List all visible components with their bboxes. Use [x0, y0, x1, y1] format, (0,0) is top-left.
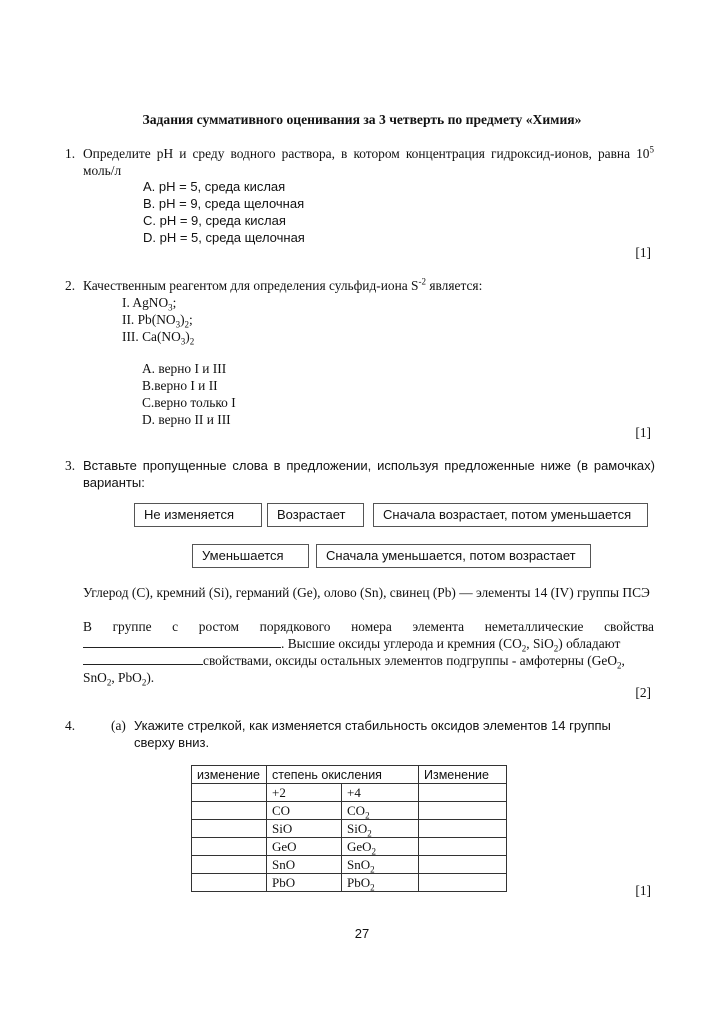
table-header-change-right: Изменение: [419, 766, 507, 784]
question-4-number: 4.: [65, 718, 76, 733]
arrow-cell-left[interactable]: [192, 820, 267, 838]
word-box-increase-then-decrease: Сначала возрастает, потом уменьшается: [373, 503, 648, 527]
oxide-high: GeO$_2$: [342, 838, 419, 856]
table-row: [192, 820, 507, 838]
word-box-decrease-then-increase: Сначала уменьшается, потом возрастает: [316, 544, 591, 568]
arrow-cell-right[interactable]: [419, 784, 507, 802]
question-3-number: 3.: [65, 458, 76, 473]
sulfide-charge: -2: [418, 276, 427, 287]
word-box-decreases: Уменьшается: [192, 544, 309, 568]
question-2-text: Качественным реагентом для определения сульфид-иона $S^{-2}$ является:: [83, 276, 483, 293]
oxide-low: PbO: [267, 874, 342, 892]
reagent-1: I. AgNO$_3$;: [122, 295, 177, 313]
oxide-low: SnO: [267, 856, 342, 874]
question-1-text: [83, 145, 654, 179]
question-2-option-d: D. верно II и III: [142, 412, 231, 427]
page-title: Задания суммативного оценивания за 3 четверть по предмету «Химия»: [142, 112, 582, 127]
arrow-cell-right[interactable]: [419, 874, 507, 892]
arrow-cell-left[interactable]: [192, 874, 267, 892]
question-1-option-a: A. pH = 5, среда кислая: [143, 179, 286, 194]
arrow-cell-right[interactable]: [419, 820, 507, 838]
word-box-unchanged: Не изменяется: [134, 503, 262, 527]
oxide-low: CO: [267, 802, 342, 820]
oxidation-state-high: +4: [342, 784, 419, 802]
reagent-2: II. $Pb(NO_3)_2$;: [122, 312, 193, 330]
question-2-option-c: C.верно только I: [142, 395, 236, 410]
question-1-option-b: B. pH = 9, среда щелочная: [143, 196, 305, 211]
question-3-mark: [2]: [635, 685, 651, 700]
question-3-text: Вставьте пропущенные слова в предложении, используя предложенные ниже (в рамочках) варианты:: [83, 458, 655, 490]
question-2-option-b: B.верно I и II: [142, 378, 218, 393]
question-2-mark: [1]: [635, 425, 651, 440]
question-1-option-c: C. pH = 9, среда кислая: [143, 213, 286, 228]
question-3-sentence-4: свойствами, оксиды остальных элементов подгруппы - амфотерны (GeO$_2$,: [83, 652, 654, 669]
question-1-mark: [1]: [635, 245, 651, 260]
table-row: [192, 838, 507, 856]
oxidation-state-low: +2: [267, 784, 342, 802]
oxide-table: [191, 765, 507, 892]
question-1-concentration: $10^5$ моль/л: [83, 144, 654, 178]
word-box-increases: Возрастает: [267, 503, 364, 527]
arrow-cell-left[interactable]: [192, 802, 267, 820]
page-number: 27: [354, 926, 370, 941]
question-3-sentence-3: . Высшие оксиды углерода и кремния ($CO_2$, SiO$_2$) обладают: [83, 635, 654, 652]
oxide-low: GeO: [267, 838, 342, 856]
question-1-prompt: Определите pH и среду водного раствора, в котором концентрация гидроксид-ионов, равна: [83, 146, 631, 161]
question-3-sentence-2: В группе с ростом порядкового номера элемента неметаллические свойства: [83, 619, 654, 634]
question-4-text: Укажите стрелкой, как изменяется стабильность оксидов элементов 14 группы сверху вниз.: [134, 718, 611, 750]
question-1-number: 1.: [65, 146, 76, 161]
arrow-cell-right[interactable]: [419, 856, 507, 874]
arrow-cell-left[interactable]: [192, 838, 267, 856]
oxide-high: $CO_2$: [342, 802, 419, 820]
question-3-sentence-1: Углерод (C), кремний (Si), германий (Ge), олово (Sn), свинец (Pb) — элементы 14 (IV) группы ПСЭ: [83, 585, 650, 600]
arrow-cell-left[interactable]: [192, 856, 267, 874]
question-2-number: 2.: [65, 278, 76, 293]
answer-blank-1[interactable]: [83, 635, 281, 648]
table-header-row: [192, 766, 507, 784]
arrow-cell-right[interactable]: [419, 802, 507, 820]
table-row: [192, 784, 507, 802]
table-header-change-left: изменение: [192, 766, 267, 784]
oxide-high: SiO$_2$: [342, 820, 419, 838]
question-4-part-label: (a): [111, 718, 126, 733]
question-2-option-a: A. верно I и III: [142, 361, 227, 376]
table-row: [192, 874, 507, 892]
reagent-3: III. $Ca(NO_3)_2$: [122, 329, 195, 347]
answer-blank-2[interactable]: [83, 652, 203, 665]
question-3-sentence-5: SnO$_2$, PbO$_2$).: [83, 670, 155, 688]
table-header-oxidation-state: степень окисления: [267, 766, 419, 784]
oxide-high: SnO$_2$: [342, 856, 419, 874]
arrow-cell-left[interactable]: [192, 784, 267, 802]
arrow-cell-right[interactable]: [419, 838, 507, 856]
table-row: [192, 856, 507, 874]
table-row: [192, 802, 507, 820]
question-4-mark: [1]: [635, 883, 651, 898]
oxide-low: SiO: [267, 820, 342, 838]
question-1-option-d: D. pH = 5, среда щелочная: [143, 230, 305, 245]
oxide-high: PbO$_2$: [342, 874, 419, 892]
